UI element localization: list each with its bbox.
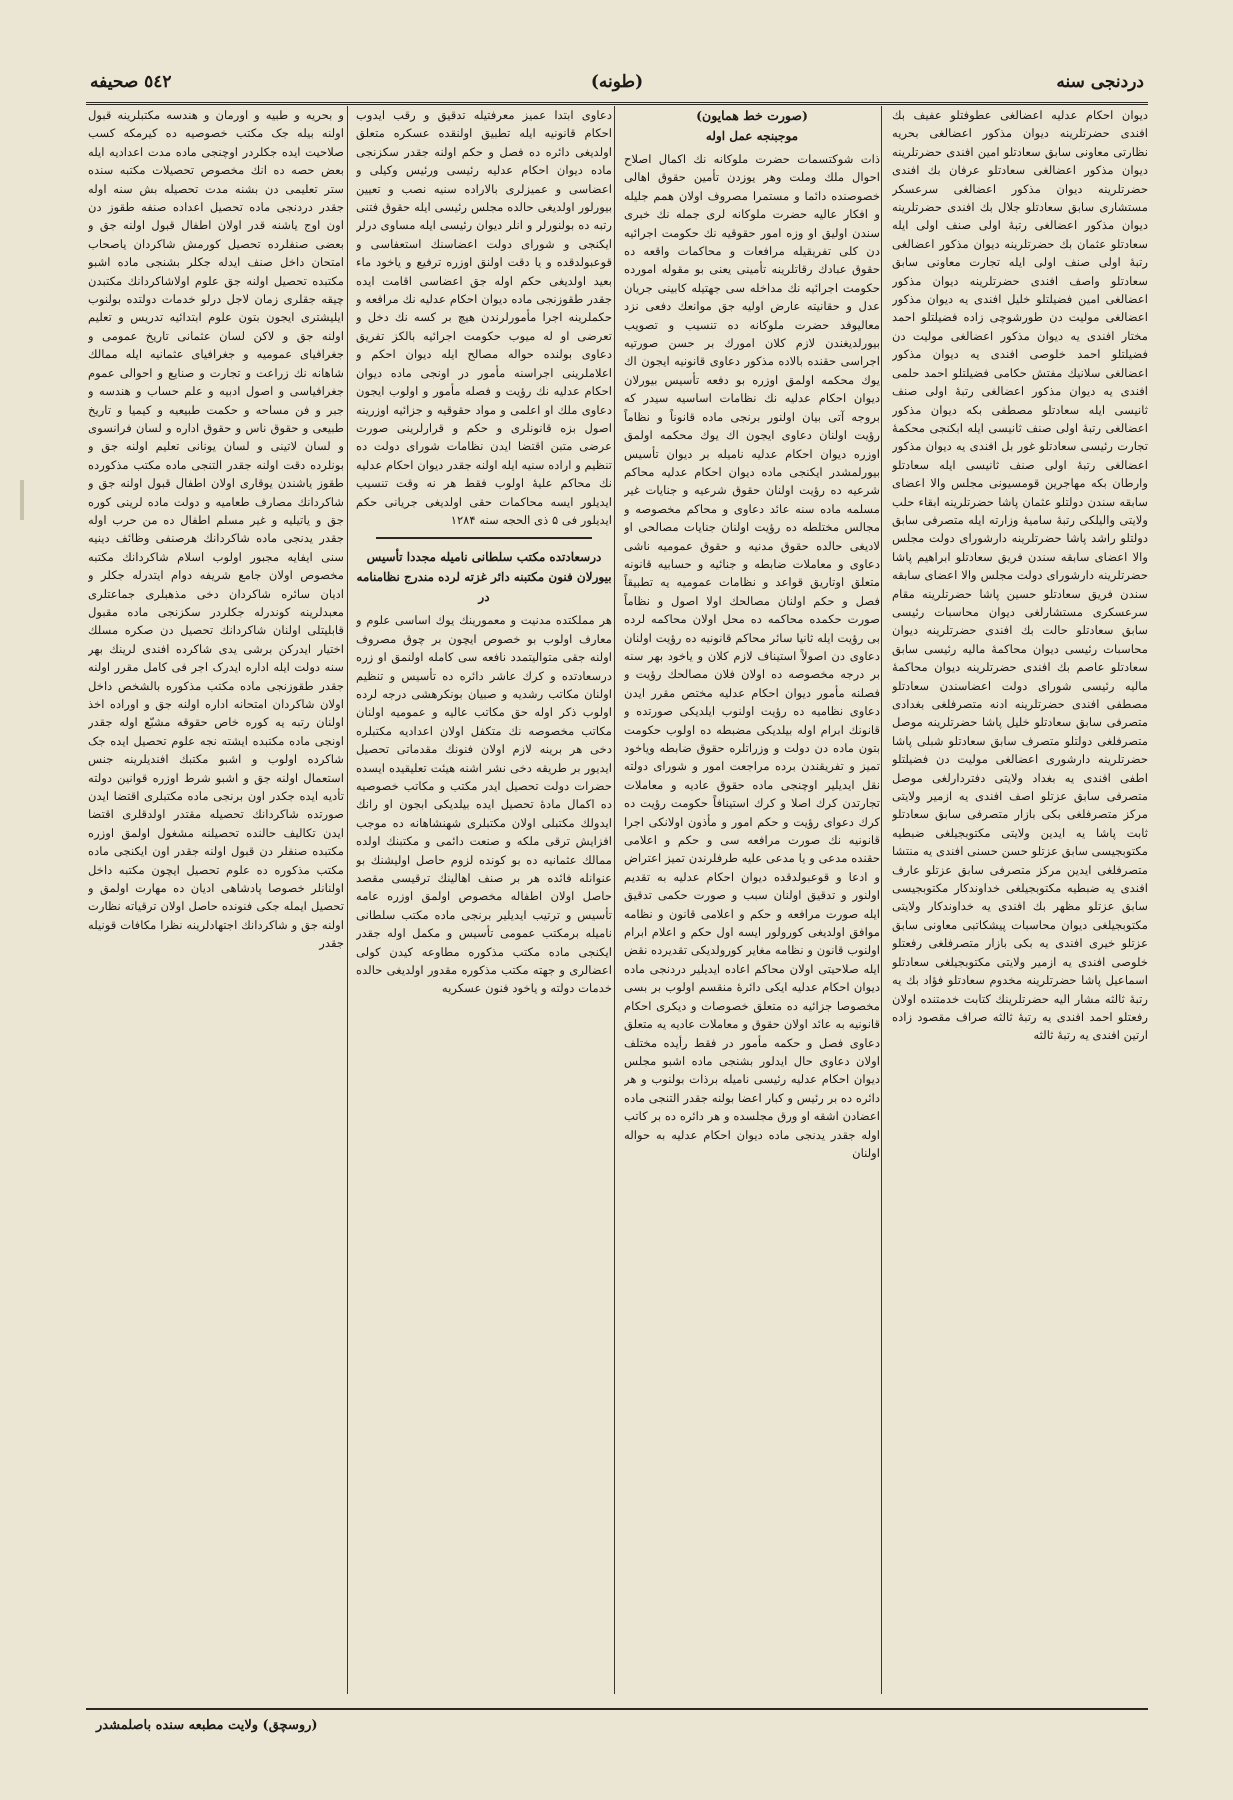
column-1-text: دیوان احکام عدلیه اعضالغی عطوفتلو عفیف بك افندی حضرتلرینه دیوان مذکور اعضالغی بحریه نظارتی معاونی سابق سعادتلو امین افندی حضرتلرینه دیوان مذکور اعضالغی سعادتلو عرفان بك افندی حضرتلرینه دیوان مذکور اعضالغی سرعسکر مستشاری سابق سعادتلو جلال بك افندی حضرتلرینه دیوان مذکور اعضالغی رتبهٔ اولی صنف اولی ایله سعادتلو عثمان بك حضرتلرینه دیوان مذکور اعضالغی رتبهٔ اولی صنف اولی ایله تجارت معاونی سابق سعادتلو واصف افندی حضرتلرینه دیوان مذکور اعضالغی امین فضیلتلو خلیل افندی یه دیوان مذکور اعضالغی مولیت دن طورشوچی زاده فضیلتلو احمد مختار افندی یه دیوان مذکور اعضالغی مولیت دن فضیلتلو احمد خلوصی افندی یه دیوان مذکور اعضالغی سلانیك مفتش حکامی فضیلتلو احمد حلمی افندی یه دیوان مذکور اعضالغی رتبهٔ اولی صنف ثانیسی ایله سعادتلو مصطفی بکه دیوان مذکور اعضالغی رتبهٔ اولی صنف ثانیسی ایله ابکنجی محکمهٔ تجارت رئیسی سعادتلو غور بل افندی یه دیوان مذکور اعضالغی رتبهٔ اولی صنف ثانیسی ایله سعادتلو وارطان بکه مهاجرین قومسیونی مجلس والا اعضای سابقه سندن دولتلو عثمان پاشا حضرتلرینه ابقاء حلب ولایتی والیلکی رتبهٔ سامیهٔ وزارته ایله متصرفی سابق دولتلو راشد پاشا حضرتلرینه دارشورای دولت مجلس والا اعضای سابقه سندن فریق سعادتلو ابراهیم پاشا حضرتلرینه دارشورای دولت مجلس والا اعضای سابقه سندن فریق سعادتلو حسین پاشا حضرتلرینه مقام سرعسکری مستشارلغی دیوان محاسبات رئیسی سابق سعادتلو حالت بك افندی حضرتلرینه دیوان محاسبات رئیسی دیوان محاکمهٔ مالیه رئیسی سابق سعادتلو عاصم بك افندی حضرتلرینه دیوان محاکمهٔ مالیه رئیسی شورای دولت اعضاسندن سعادتلو مصطفی افندی حضرتلرینه ادنه متصرفلغی بغدادی متصرفی سابق سعادتلو خلیل پاشا حضرتلرینه موصل متصرفلغی دولتلو متصرف سابق سعادتلو شبلی پاشا حضرتلرینه دارشوری اعضالغی مولیت دن فضیلتلو اطفی افندی یه بغداد ولایتی دفتردارلغی موصل متصرفی سابق عزتلو اصف افندی یه ازمیر ولایتی مرکز متصرفلغی بکی بازار متصرفی سابق سعادتلو ثابت پاشا یه ایدین ولایتی مکتوبجیلغی ضبطیه مکتوبجیسی سابق عزتلو حسن حسنی افندی یه منتشا متصرفلغی ایدین مرکز متصرفی سابق عزتلو عارف افندی یه ضبطیه مکتوبجیلغی خداوندکار مکتوبجیسی سابق عزتلو مظهر بك افندی یه خداوندکار ولایتی مکتوبجیلغی دیوان محاسبات پیشکاتبی معاونی سابق عزتلو خیری افندی یه بکی بازار متصرفلغی رفعتلو خلوصی افندی یه ازمیر ولایتی مکتوبجیلغی سعادتلو اسماعیل پاشا حضرتلرینه مخدوم سعادتلو فؤاد بك یه رتبهٔ ثالثه مشار الیه حضرتلرینك کتابت خدمتنده اولان رفعتلو احمد افندی یه رتبهٔ ثالثه صراف مقصود زاده ارتین افندی یه رتبهٔ ثالثه	[892, 108, 1148, 1043]
newspaper-name: دردنجی سنه	[1056, 72, 1144, 92]
column-2-text: ذات شوکتسمات حضرت ملوکانه نك اکمال اصلاح احوال ملك وملت وهر یوزدن تأمین حقوق اهالی خصوصنده دائما و مستمرا مصروف اولان همم جلیله و افکار عالیه حضرت ملوکانه لری جمله نك خبری سندن اولیق او وزه امور حقوقیه نك حکومت اجرائیه دن کلی تفریقیله مرافعات و محاکمات واقعه ده حقوق عبادك رقاتلرینه تأمینی یعنی بو مقوله امورده حکومت اجرائیه نك مداخله سی جهتیله کابینی جریان عدل و حقانیته عارض اولیه جق موانعك دفعی نزد معالیوفد حضرت ملوکانه ده تنسیب و تصویب بیورلدیغندن لازم کلان امورك بر حسن صورتیه اجراسی حقنده بالاده مذکور دعاوی قانونیه ایجون اك یوك محکمه اولمق اوزره بو دفعه تأسیس بیورلان دیوان احکام عدلیه نك نظامات اساسیه سیدر که بروجه آتی بیان اولنور برنجی ماده قانوناً و نظاماً رؤیت اولنان دعاوی ایجون اك یوك محکمه اولمق اوزره دیوان احکام عدلیه نامیله بر دیوان تأسیس بیورلمشدر ایکنجی ماده دیوان احکام عدلیه محاکم شرعیه ده رؤیت اولنان حقوق شرعیه و جنایات غیر مسلمه ماده سنه عائد دعاوی و محاکم مخصوصه و مجالس مختلطه ده رؤیت اولنان جنایات مصالحی او لادیغی حالده حقوق مدنیه و حقوق عمومیه ناشی دعاوی و معاملات ضابطه و جنائیه و حسابیه قانونه متعلق اوتاریق قواعد و نظامات عمومیه یه تطبیقاً فصل و حکم اولنان مصالحك اولا اصول و نظاماً صورت حکمده محاکمه ده محل اولان محاکمه لرده بی رؤیت ایله ثانیا سائر محاکم قانونیه ده رؤیت اولنان دعاوی دن اصولاً استیناف لازم کلان و یاخود بهر سنه بر درجه مخصوصه ده اولان فلان مصالحك رؤیت و فصلنه مأمور دیوان احکام عدلیه مختص مقرر ایدن دعاوی نظامیه ده رؤیت اولنوب ایلدیکی صورتده و قانونك ابرام اوله بیلدیکی مضبطه ده اولوب حکومت بتون ماده دن دولت و وزراتلره حقوق ضابطه ویاخود تمیز و تفریقندن برده مراجعت امور و شورای دولته نقل ایدیلیر اوچنجی ماده حقوق عادیه و معاملات تجارتدن کرك اصلا و کرك استینافاً حکومت رؤیت ده کرك دعوای رؤیت و حکم امور و مأذون اولانکی اجرا قانونیه نك صورت مرافعه سی و حکم و اعلامی حقنده مدعی و یا مدعی علیه طرفلرندن تمیز اعتراض و ادعا و قوعبولدقده دیوان احکام عدلیه به تقدیم اولنور و تدقیق اولنان سبب و صورت حکمی تدقیق ایله صورت مرافعه و حکم و اعلامی قانون و نظامه موافق اولدیغی کورولور ایسه اول حکم و اعلام ابرام اولنوب قانون و نظامه مغایر کورولدیکی تقدیرده نقض ایله صلاحیتی اولان محاکم اعاده ایدیلیر دردنجی ماده دیوان احکام عدلیه ایکی دائرهٔ منقسم اولوب بر بسی مخصوصا جزائیه ده متعلق خصوصات و دیکری احکام قانونیه به عائد اولان حقوق و معاملات عادیه یه متعلق دعاوی فصل و حکمه مأمور در فقط رأیده مختلف اولان دعاوی حال ایدلور بشنجی ماده اشبو مجلس دیوان احکام عدلیه رئیسی نامیله برذات بولنوب و هر دائره ده بر رئیس و کبار اعضا بولنه جقدر التنجی ماده اعضادن اشقه او ورق مجلسده و هر دائره ده بر کاتب اوله جقدر یدنجی ماده دیوان احکام عدلیه به حواله اولنان	[624, 152, 880, 1160]
column-4-text: و بحریه و طبیه و اورمان و هندسه مکتبلرینه قبول اولنه بیله جک مکتب خصوصیه ده کیرمکه کسب صلاحیت ایده جکلردر اوچنجی ماده مدت اعدادیه ایله بعض حصه ده انك مخصوص تحصیلات مکتبه سنده ستر تعلیمی دن بشنه مدت تحصیله بش سنه اوله جقدر دردنجی ماده تحصیل اعداده صنفه طقوز دن اون اوج یاشنه قدر اولان اطفال قبول اولنه جق و بعضی صنفلرده تحصیل کورمش شاکردان یاصحاب امتحان داخل صنف ایدله جکلر بشنجی ماده اشبو مکتبده تحصیل اولنه جق علوم اولاشاکردانك مکتبدن چیقه جقلری زمان لاجل درلو خدمات دولتده بولنوب ایلیشتری ایجون بتون علوم ابتدائیه تدریس و تعلیم اولنه جق و لاکن لسان عثمانی تاریخ عمومی و جغرافیای عمومیه و جغرافیای عثمانیه ایله ممالك شاهانه نك زراعت و تجارت و صنایع و احوالی عموم جغرافیاسی و اصول ادبیه و علم حساب و هندسه و جبر و فن مساحه و حکمت طبیعیه و کیمیا و تاریخ طبیعی و حقوق ناس و حقوق اداره و لسان فرانسوی و لسان لاتینی و لسان یونانی تعلیم اولنه جق و بونلرده دقت اولنه جقدر التنجی ماده مکتب مذکورده طقوز یاشندن یوقاری اولان اطفال قبول اولنه جق و شاکردانك مصارف طعامیه و دولت ماده لرینی کوره جق و یاتیلیه و غیر مسلم اطفال ده من حرب اوله جقدر یدنجی ماده شاکردانك هرصنفی وظائف دینیه سنی ایفایه مجبور اولوب اسلام شاکردانك مکتبه مخصوص اولان جامع شریفه دوام ایتدرله جکلر و ادیان سائره شاکردان دخی مذهبلری جماعتلری معبدلرینه کوندرله جکلردر سکزنجی ماده مقبول قابلیتلی اولنان شاکردانك تحصیل دن صکره مسلك اختیار ایدرکن برشی یدی شاکرده افندی لرینك بهر سنه دولت ایله اداره ایدرک اجر فی کامل مقرر اولنه جقدر طقوزنجی ماده مکتب مذکوره بالشخص داخل اولان شاکردان امتحانه اداره اولنه جق و اوراده اخذ اولنان رتبه یه کوره خاص حقوقه مشبّع اوله جقدر اونجی ماده مکتبده ایشته نجه علوم تحصیل ایده جک شاکرده اولوب و اشبو مکتبك افندیلرینه جنس استعمال اولنه جق و اشبو شرط اوزره قوانین دولته تأدیه ایده جکدر اون برنجی ماده مکتبلری اقتضا ایدن صورتده شاکردانك تحصیله مقتدر اولدقلری اقتضا ایدن تکالیف حالنده تحصیلنه مشغول اولمق اوزره مکتبده صنفلر دن قبول اولنه جقدر اون ایکنجی ماده مکتب مذکوره ده علوم تحصیل ایچون مکتبه داخل اولنانلر خصوصا پادشاهی ادیان ده مهارت اولمق و تحصیل ایمله جکی فنونده حاصل اولان ترقیاته نظارت اولنه جق و شاکردانك اجتهادلرینه نظرا مکافات قونیله جقدر	[88, 108, 344, 951]
section-separator	[376, 537, 592, 539]
columns-area	[86, 106, 1148, 1694]
page-header	[86, 68, 1148, 105]
column-2	[624, 106, 880, 1694]
column-rule	[614, 106, 615, 1694]
column-4	[88, 106, 344, 1694]
column-3-section-title: درسعادتده مکتب سلطانی نامیله مجددا تأسیس بیورلان فنون مکتبنه دائر غزته لرده مندرج نظامنامه در	[356, 550, 612, 605]
column-2-title: (صورت خط همایون)	[696, 108, 808, 123]
column-3	[356, 106, 612, 1694]
printer-imprint: (روسچق) ولایت مطبعه سنده باصلمشدر	[96, 1718, 318, 1733]
page-number: ٥٤٢ صحیفه	[90, 72, 172, 92]
column-1	[892, 106, 1148, 1694]
column-rule	[881, 106, 882, 1694]
column-rule	[347, 106, 348, 1694]
column-3-text-bottom: هر مملکتده مدنیت و معمورینك یوك اساسی علوم و معارف اولوب بو خصوص ایچون بر چوق مصروف اولنه جقی متوالیتمدد نافعه سی کامله اولنمق او زره درسعادتده و کرك عاشر دائره ده تأسیس و تنظیم اولنان مکاتب رشدیه و صبیان بونكرهشی درجه لرده اولوب ذکر اوله حق مکاتب عالیه و عمومیه اولنان مکاتب مخصوصه نك متکفل اولان اعدادیه مکتبلره دخی هر برینه لازم اولان فنونك مقدماتی تحصیل ایدیور بر طریقه دخی نشر اشنه هیئت تعلیقیده ایسده حضرات دولت تحصیل ایدر مکتب و مکاتب خصوصیه ده اکمال مادهٔ تحصیل ایده بیلدیکی ابجون او رانك ایدولك مکتبلی اولان مکتبلری شهنشاهانه ده موجب افزایش ترقی ملکه و صنعت دائمی و مکتبنك اولده ممالك عثمانیه ده بو کونده لزوم حاصل اولیشنك بو عنوانله فائده هر بر صنف اهالینك ترقیسی مقصد حاصل اولان اطفاله مخصوص اولمق اوزره عامه تأسیس و ترتیب ایدیلیر برنجی ماده مکتب سلطانی نامیله برمکتب عمومی تأسیس و مکمل اوله جقدر ایکنجی ماده مکتب مذکوره مطاوعه کیدن کولی اعضالری و جهته مکتب مذکوره مقدور اولدیغی حالده خدمات دولته و یاخود فنون عسکریه	[356, 613, 612, 996]
page-footer	[86, 1708, 1148, 1740]
issue-label: (طونه)	[590, 72, 644, 92]
page-edge-mark	[20, 480, 24, 520]
column-2-subtitle: موجبنجه عمل اوله	[705, 129, 799, 143]
column-3-text-top: دعاوی ابتدا عمیز معرفتیله تدقیق و رقب ایدوب احکام قانونیه ایله تطبیق اولنقده عسکره متعلق اولدیغی دائره ده فصل و حکم اولنه جقدر سکزنجی ماده دیوان احکام عدلیه رئیسی ورئیس وکیلی و اعضاسی و عمیزلری بالاراده سنیه نصب و تعیین بیورلور اولدیغی حالده مجلس رئیسی ایله حقوق فتنی رتبه ده بولنورلر و انلر دیوان رئیسی ایله مساوی درلر ایکنجی و شورای دولت اعضاسنك استعفاسی و قوعبولدقده و یا دقت اولنق اوزره ترفیع و یاخود ماء بعید اولدیغی حکم اوله جق اعضاسی اقامت ایده جقدر طقوزنجی ماده دیوان احکام عدلیه نك مرافعه و حکملرینه اجرا مأمورلرندن هیچ بر کسه نك دخل و تعرضی او له میوب حکومت اجرائیه بالکز تفریق دعاوی بولنده حواله مصالح ایله دیوان احکم و اعلاملرینی اجراسنه مأمور در اونجی ماده دیوان احکام عدلیه نك رؤیت و فصله مأمور و اولوب ایجون دعاوی ملك او اعلمی و مواد حقوقیه و جزائیه اوزرینه اصول بزه قانونلری و حکم و قرارلرینی صورت عرضی متبن اقتضا ایدن نظامات شورای دولت ده تنظیم و اراده سنیه ایله اولنه جقدر دیوان احکام عدلیه نك محاکم علیهٔ اولوب فقط هر نه وقت تنسیب ایدیلور ایسه محاکمات حقی اولدیغی جریانی حکم ایدیلور فی ۵ ذی الحجه سنه ۱۲۸۴	[356, 108, 612, 527]
